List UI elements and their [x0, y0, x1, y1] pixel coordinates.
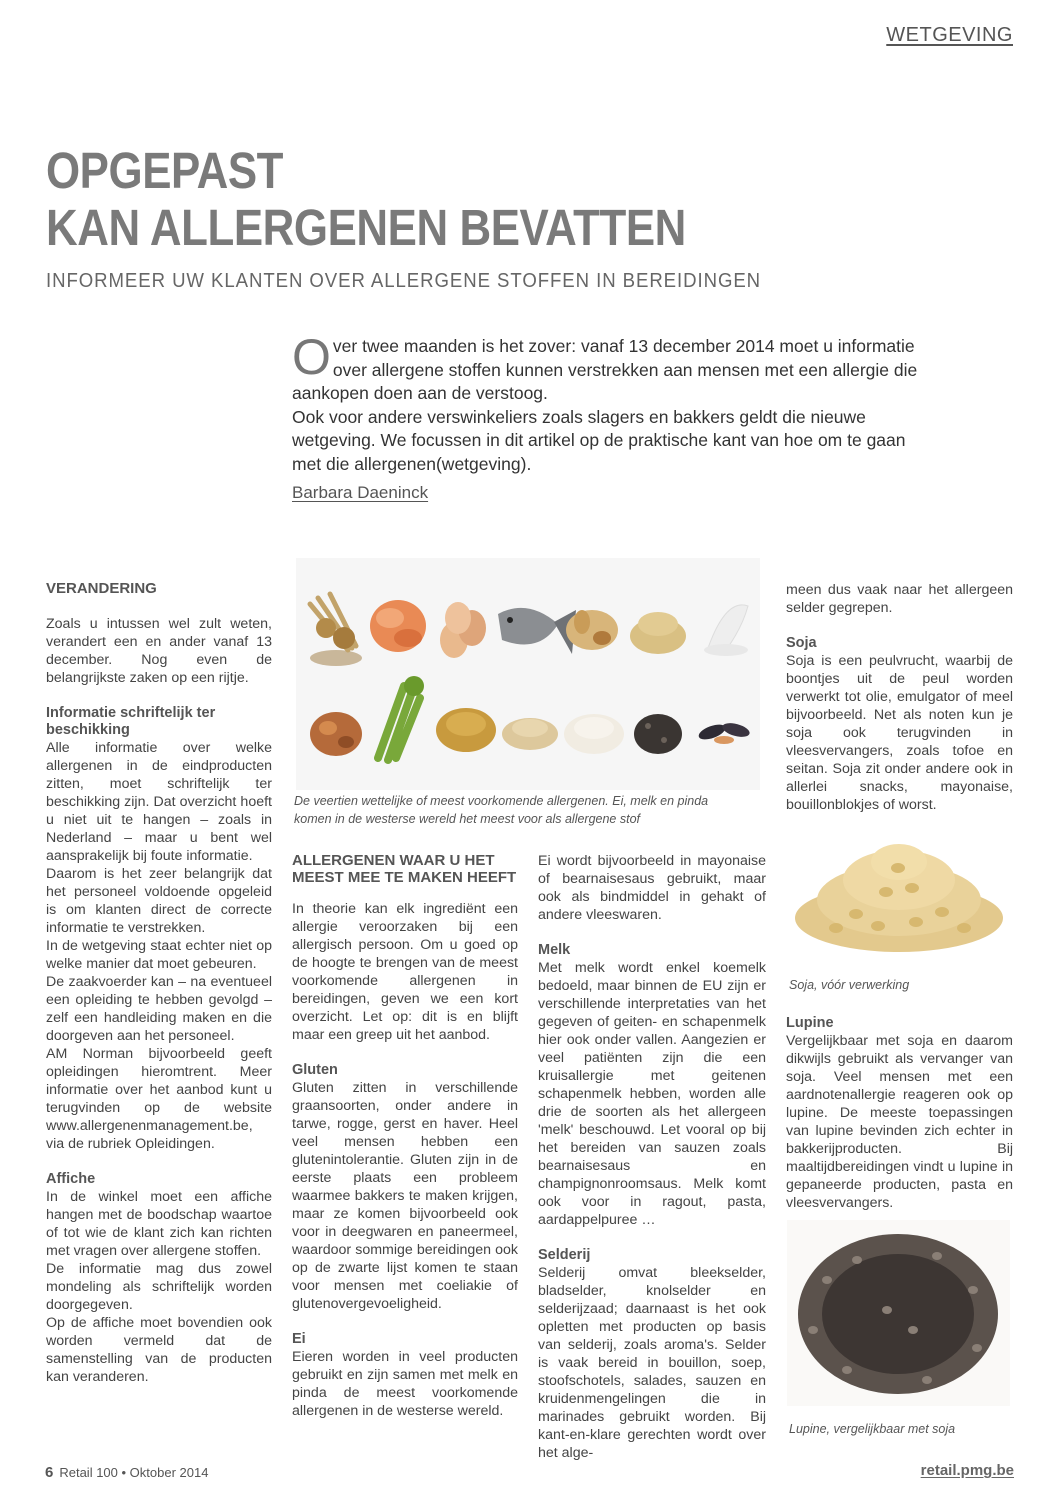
spacer [46, 597, 272, 615]
column-4 [786, 581, 1013, 814]
nuts-icon [310, 712, 362, 756]
column-3 [538, 852, 766, 1462]
subheading-melk: Melk [538, 942, 571, 958]
subheading-lupine: Lupine [786, 1015, 834, 1031]
subheading-gluten: Gluten [292, 1062, 338, 1078]
spacer [292, 1044, 518, 1062]
column-2 [292, 852, 518, 1420]
paragraph: In de winkel moet een affiche hangen met de boodschap waartoe of tot wie de klant zich kan richten met vragen over allergene stoffen. [46, 1189, 272, 1259]
paragraph: Op de affiche moet bovendien ook worden vermeld dat de samenstelling van de producten kan veranderen. [46, 1315, 272, 1385]
paragraph: AM Norman bijvoorbeeld geeft opleidingen hieromtrent. Meer informatie over het aanbod kunt u terugvinden op de website www.allergenenmanagement.be, via de rubriek Opleidingen. [46, 1046, 272, 1152]
spacer [46, 687, 272, 705]
article-intro [292, 329, 932, 476]
spacer [292, 1313, 518, 1331]
lupine-photo [787, 1220, 1010, 1406]
footer-website-link[interactable]: retail.pmg.be [920, 1462, 1014, 1479]
spacer [538, 924, 766, 942]
column-1 [46, 580, 272, 1386]
intro-paragraph-1 [292, 329, 932, 406]
intro-paragraph-2: Ook voor andere verswinkeliers zoals slagers en bakkers geldt die nieuwe wetgeving. We focussen in dit artikel op de praktische kant van hoe om te gaan met die allergenen(wetgeving). [292, 406, 906, 474]
column-4b [786, 1015, 1013, 1212]
paragraph: Selderij omvat bleekselder, bladselder, knolselder en selderijzaad; daarnaast is het ook opletten met producten op basis van selderij, zoals aroma's. Selder is vaak bereid in bouillon, soep, stoofschotels, salades, sauzen en kruidenmengelingen die in marinades gebruikt worden. Bij kant-en-klare gerechten wordt over het alge- [538, 1265, 766, 1461]
spacer [538, 1229, 766, 1247]
paragraph: meen dus vaak naar het allergeen selder gegrepen. [786, 582, 1013, 616]
paragraph: Daarom is het zeer belangrijk dat het personeel voldoende opgeleid is om klanten direct de correcte informatie te verstrekken. [46, 866, 272, 936]
publication-label: Retail 100 • Oktober 2014 [59, 1465, 209, 1480]
paragraph: In theorie kan elk ingrediënt een allergie veroorzaken bij een allergisch persoon. Om u goed op de hoogte te brengen van de meest voorkomende allergenen in bereidingen, geven we een kort overzicht. Let op: dit is en blijft maar een greep uit het aanbod. [292, 901, 518, 1043]
article-title [46, 142, 686, 256]
paragraph: Gluten zitten in verschillende graansoorten, onder andere in tarwe, rogge, gerst en haver. Heel veel mensen hebben een glutenintolerantie. Gluten zijn in de eerste plaats een probleem waarmee bakkers te maken krijgen, maar ze komen bijvoorbeeld ook voor in deegwaren en paneermeel, waardoor sommige bereidingen ook op de zwarte lijst komen te staan voor mensen met coeliakie of glutenovergevoeligheid. [292, 1080, 518, 1312]
lupine-caption: Lupine, vergelijkbaar met soja [789, 1422, 956, 1436]
subheading-selderij: Selderij [538, 1247, 591, 1263]
subheading-affiche: Affiche [46, 1171, 96, 1187]
subheading-informatie: Informatie schriftelijk ter beschikking [46, 705, 216, 738]
paragraph: Zoals u intussen wel zult weten, verandert een en ander vanaf 13 december. Nog even de belangrijkste zaken op een rijtje. [46, 616, 272, 686]
paragraph: De informatie mag dus zowel mondeling als schriftelijk worden doorgegeven. [46, 1261, 272, 1313]
title-line-1: OPGEPAST [46, 142, 284, 199]
paragraph: In de wetgeving staat echter niet op welke manier dat moet gebeuren. [46, 938, 272, 972]
title-line-2: KAN ALLERGENEN BEVATTEN [46, 199, 686, 256]
sesame-icon [502, 718, 558, 750]
paragraph: Soja is een peulvrucht, waarbij de boontjes uit de peul worden verwerkt tot olie, emulgator of meel bijvoorbeeld. Net als noten kun je soja ook terugvinden in vleesvervangers, zoals tofoe en seitan. Soja zit onder andere ook in allerlei snacks, mayonaise, bouillonblokjes of worst. [786, 653, 1013, 813]
lupine-seeds-icon [634, 714, 682, 754]
subheading-ei: Ei [292, 1331, 306, 1347]
paragraph: Ei wordt bijvoorbeeld in mayonaise of bearnaisesaus gebruikt, maar ook als bindmiddel in gehakt of andere vleeswaren. [538, 853, 766, 923]
footer-publication [45, 1464, 208, 1481]
intro-dropcap: O [292, 329, 331, 385]
heading-allergenen: ALLERGENEN WAAR U HET MEEST MEE TE MAKEN HEEFT [292, 852, 517, 886]
author-byline[interactable]: Barbara Daeninck [292, 483, 429, 502]
paragraph: Met melk wordt enkel koemelk bedoeld, maar binnen de EU zijn er verschillende interpretaties van het gegeven of geiten- en schapenmelk hier ook onder vallen. Aangezien er veel patiënten zijn die een kruisallergie met geitenen schapenmelk hebben, worden alle drie de soorten als het allergeen 'melk' beschouwd. Let vooral op bij het bereiden van sauzen zoals bearnaisesaus en champignonroomsaus. Melk komt ook voor in ragout, pasta, aardappelpuree … [538, 960, 766, 1228]
mustard-seeds-icon [436, 708, 496, 752]
spacer [292, 886, 518, 900]
shrimp-icon [370, 600, 426, 652]
soybeans-photo [786, 818, 1012, 958]
allergens-photo [296, 558, 760, 790]
figure-caption: De veertien wettelijke of meest voorkomende allergenen. Ei, melk en pinda komen in de westerse wereld het meest voor als allergene stof [294, 794, 709, 826]
peanuts-icon [566, 610, 618, 650]
soja-caption: Soja, vóór verwerking [789, 978, 910, 992]
paragraph: Eieren worden in veel producten gebruikt en zijn samen met melk en pinda de meest voorkomende allergenen in de westerse wereld. [292, 1349, 518, 1419]
paragraph: Vergelijkbaar met soja en daarom dikwijls gebruikt als vervanger van soja. Veel mensen met een aardnotenallergie reageren ook op lupine. De meeste toepassingen van lupine bevinden zich echter in bakkerijproducten. Bij maaltijdbereidingen vindt u lupine in gepaneerde producten, pasta en vleesvervangers. [786, 1033, 1013, 1211]
section-tag[interactable]: WETGEVING [886, 24, 1013, 46]
intro-text-1: ver twee maanden is het zover: vanaf 13 december 2014 moet u informatie over allergene stoffen kunnen verstrekken aan mensen met een allergie die aankopen doen aan de verstoog. [292, 336, 918, 403]
flour-icon [564, 714, 624, 754]
paragraph: Alle informatie over welke allergenen in de eindproducten zitten, moet schriftelijk ter beschikking zijn. Dat overzicht hoeft u niet uit te hangen – zoals in Nederland – maar u bent wel aansprakelijk bij foute informatie. [46, 740, 272, 864]
paragraph: De zaakvoerder kan – na eventueel een opleiding te hebben gevolgd – zelf een handleiding maken en die doorgeven aan het personeel. [46, 974, 272, 1044]
spacer [46, 1153, 272, 1171]
article-subtitle: INFORMEER UW KLANTEN OVER ALLERGENE STOFFEN IN BEREIDINGEN [46, 270, 762, 292]
page-number: 6 [45, 1464, 54, 1481]
subheading-soja: Soja [786, 635, 817, 651]
heading-verandering: VERANDERING [46, 580, 157, 597]
spacer [786, 617, 1013, 635]
